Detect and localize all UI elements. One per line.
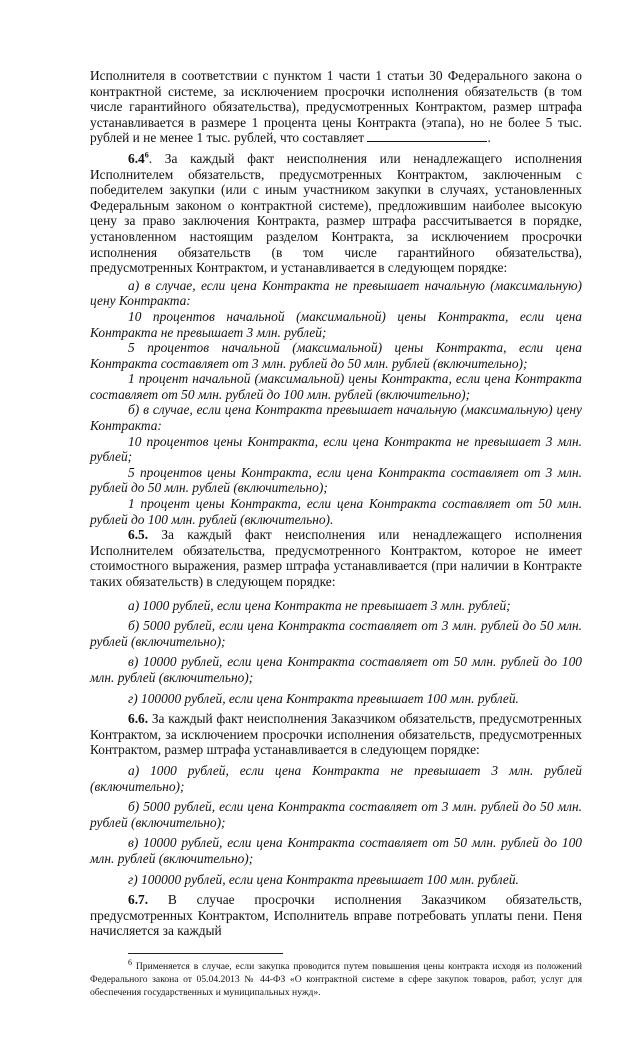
clause-6-5-item: б) 5000 рублей, если цена Контракта составляет от 3 млн. рублей до 50 млн. рублей (включительно);	[90, 618, 582, 649]
clause-6-4-item: 10 процентов начальной (максимальной) цены Контракта, если цена Контракта не превышает 3 млн. рублей;	[90, 308, 582, 340]
clause-6-4-item: 1 процент цены Контракта, если цена Контракта составляет от 50 млн. рублей до 100 млн. рублей (включительно).	[90, 496, 582, 527]
clause-6-5	[90, 527, 582, 589]
clause-text: За каждый факт неисполнения или ненадлежащего исполнения Исполнителем обязательства, предусмотренного Контрактом, которое не имеет стоимостного выражения, размер штрафа устанавливается (при наличии в Контракте таких обязательств) в следующем порядке:	[90, 527, 582, 589]
intro-end: .	[487, 130, 491, 146]
footnote-text: Применяется в случае, если закупка проводится путем повышения цены контракта исходя из положений Федерального закона от 05.04.2013 № 44-ФЗ «О контрактной системе в сфере закупок товаров, работ, услуг для обеспечения государственных и муниципальных нужд».	[90, 960, 582, 998]
clause-6-5-item: г) 100000 рублей, если цена Контракта превышает 100 млн. рублей.	[128, 690, 519, 706]
footnote	[90, 957, 582, 999]
clause-text: В случае просрочки исполнения Заказчиком обязательств, предусмотренных Контрактом, Исполнитель вправе потребовать уплаты пени. Пеня начисляется за каждый	[90, 892, 582, 939]
clause-number: 6.5.	[128, 527, 149, 543]
footnote-mark: 6	[128, 957, 132, 967]
intro-paragraph	[90, 68, 582, 146]
clause-6-6	[90, 711, 582, 758]
clause-6-4	[90, 151, 582, 276]
clause-6-5-item: а) 1000 рублей, если цена Контракта не превышает 3 млн. рублей;	[128, 597, 511, 613]
clause-6-4-item: а) в случае, если цена Контракта не превышает начальную (максимальную) цену Контракта:	[90, 277, 582, 309]
clause-6-6-item: а) 1000 рублей, если цена Контракта не превышает 3 млн. рублей (включительно);	[90, 762, 582, 794]
amount-blank	[367, 131, 487, 142]
intro-text: Исполнителя в соответствии с пунктом 1 части 1 статьи 30 Федерального закона о контрактной системе, за исключением просрочки исполнения обязательств (в том числе гарантийного обязательства), предусмотренных Контрактом, размер штрафа устанавливается в размере 1 процента цены Контракта (этапа), но не более 5 тыс. рублей и не менее 1 тыс. рублей, что составляет	[90, 68, 582, 146]
footnote-ref: 6	[144, 150, 149, 160]
clause-6-4-item: 5 процентов цены Контракта, если цена Контракта составляет от 3 млн. рублей до 50 млн. рублей (включительно);	[90, 464, 582, 496]
clause-6-7	[90, 892, 582, 939]
clause-6-4-item: 1 процент начальной (максимальной) цены Контракта, если цена Контракта составляет от 50 млн. рублей до 100 млн. рублей (включительно);	[90, 371, 582, 402]
clause-6-6-item: г) 100000 рублей, если цена Контракта превышает 100 млн. рублей.	[128, 871, 519, 887]
clause-6-4-item: 5 процентов начальной (максимальной) цены Контракта, если цена Контракта составляет от 3 млн. рублей до 50 млн. рублей (включительно);	[90, 340, 582, 371]
clause-6-4-item: б) в случае, если цена Контракта превышает начальную (максимальную) цену Контракта:	[90, 402, 582, 434]
clause-6-5-item: в) 10000 рублей, если цена Контракта составляет от 50 млн. рублей до 100 млн. рублей (включительно);	[90, 654, 582, 685]
clause-number: 6.7.	[128, 892, 149, 908]
clause-6-4-item: 10 процентов цены Контракта, если цена Контракта не превышает 3 млн. рублей;	[90, 433, 582, 465]
clause-number: 6.6.	[128, 711, 149, 727]
clause-number: $6.4^6$	[128, 150, 149, 166]
clause-text: За каждый факт неисполнения Заказчиком обязательств, предусмотренных Контрактом, за исключением просрочки исполнения обязательств, предусмотренных Контрактом, размер штрафа устанавливается в следующем порядке:	[90, 711, 582, 758]
footnote-separator	[128, 953, 283, 954]
clause-text: . За каждый факт неисполнения или ненадлежащего исполнения Исполнителем обязательств, предусмотренных Контрактом, заключенным с победителем закупки (или с иным участником закупки в случаях, установленных Федеральным законом о контрактной системе), предложившим наиболее высокую цену за право заключения Контракта, размер штрафа рассчитывается в порядке, установленном настоящим разделом Контракта, за исключением просрочки исполнения обязательств (в том числе гарантийного обязательства), предусмотренных Контрактом, и устанавливается в следующем порядке:	[90, 150, 582, 276]
clause-6-6-item: б) 5000 рублей, если цена Контракта составляет от 3 млн. рублей до 50 млн. рублей (включительно);	[90, 799, 582, 830]
clause-6-6-item: в) 10000 рублей, если цена Контракта составляет от 50 млн. рублей до 100 млн. рублей (включительно);	[90, 835, 582, 866]
